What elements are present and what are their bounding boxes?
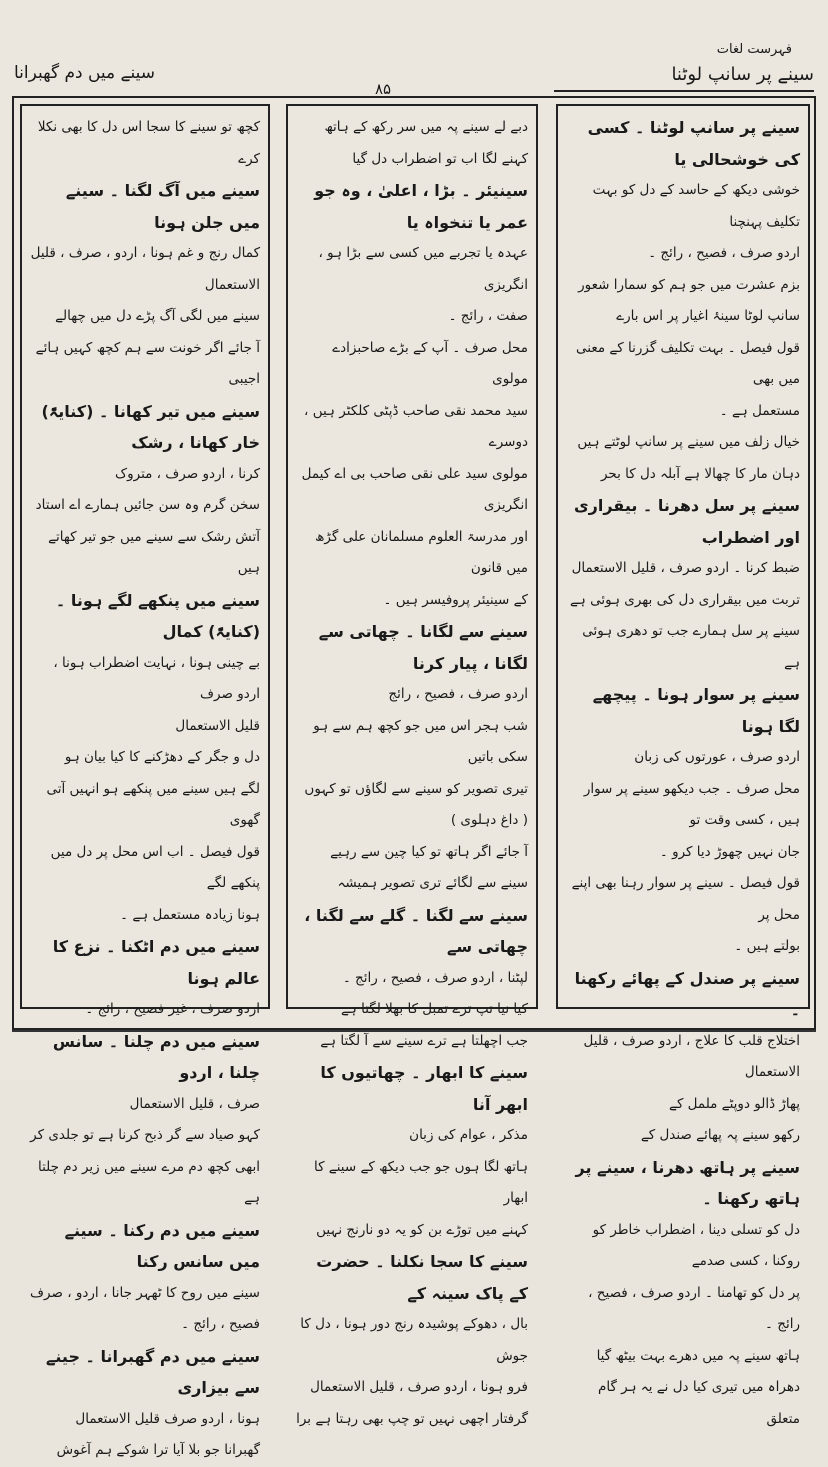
entry-text-line: مولوی سید علی نقی صاحب بی اے کیمل انگریزی: [301, 465, 528, 513]
entry-text-line: فرو ہونا ، اردو صرف ، قلیل الاستعمال: [310, 1379, 528, 1395]
column-right: [556, 104, 810, 1427]
entry-text-line: ضبط کرنا ۔ اردو صرف ، قلیل الاستعمال: [571, 560, 800, 576]
entry-text-line: کے سینیئر پروفیسر ہیں ۔: [383, 591, 528, 608]
running-head-left: سینے میں دم گھبرانا: [14, 63, 156, 83]
entry-headword-line: سینے میں آگ لگنا ۔ سینے میں جلن ہونا: [65, 181, 260, 232]
entry-text-line: ابھی کچھ دم مرے سینے میں زیر دم چلتا ہے: [38, 1158, 260, 1206]
entry-headword-line: سینے کا سجا نکلنا ۔ حضرت کے پاک سینہ کے: [316, 1252, 528, 1303]
entry-text-line: پر دل کو تھامنا ۔ اردو صرف ، فصیح ، رائج ۔: [588, 1284, 800, 1332]
entry-text-line: سانپ لوٹا سینۂ اغیار پر اس بارے: [616, 308, 800, 324]
entry-text-line: بولتے ہیں ۔: [734, 938, 800, 954]
entry-text-line: جب اچھلتا ہے ترے سینے سے آ لگتا ہے: [320, 1032, 528, 1049]
entry-text-line: ہاتھ سینے پہ میں دھرے بہت بیٹھ گیا: [596, 1347, 800, 1364]
entry-text-line: مستعمل ہے ۔: [719, 402, 800, 419]
entry-text-line: فصیح ، رائج ۔: [181, 1316, 260, 1332]
entry-text-line: تربت میں بیقراری دل کی بھری ہوئی ہے: [570, 591, 800, 608]
entry-text-line: آ جائے اگر خونت سے ہم کچھ کہیں ہائے اجیبی: [35, 339, 260, 387]
entry-headword-line: سینے میں تیر کھانا ۔ (کنایۃً) خار کھانا ، رشک: [41, 401, 260, 452]
entry-text-line: خوشی دیکھ کے حاسد کے دل کو بہت تکلیف پہنچنا: [592, 182, 800, 230]
entry-headword-line: سینے سے لگانا ۔ چھاتی سے لگانا ، پیار کرنا: [318, 622, 528, 673]
entry-text-line: سینے میں لگی آگ پڑے دل میں چھالے: [55, 308, 260, 324]
bottom-rule: [12, 1030, 816, 1032]
entry-headword-line: سینے پر سل دھرنا ۔ بیقراری اور اضطراب: [573, 496, 800, 547]
header-top-note: فہرست لغات: [716, 42, 792, 57]
entry-text-line: بزم عشرت میں جو ہم کو سمارا شعور: [578, 276, 800, 293]
entry-text-line: کہو صیاد سے گر ذبح کرنا ہے تو جلدی کر: [30, 1127, 260, 1143]
entry-headword-line: سینے پر صندل کے پھائے رکھنا ۔: [574, 968, 800, 1019]
entry-text-line: بے چینی ہونا ، نہایت اضطراب ہونا ، اردو صرف: [53, 654, 260, 702]
entry-text-line: شب ہجر اس میں جو کچھ ہم سے ہو سکی باتیں: [313, 717, 528, 765]
entry-text-line: ہونا زیادہ مستعمل ہے ۔: [120, 906, 260, 923]
entry-text-line: دل و جگر کے دھڑکنے کا کیا بیان ہو: [64, 749, 260, 765]
entry-text-line: صفت ، رائج ۔: [448, 308, 528, 324]
page-number: ۸۵: [375, 80, 392, 98]
entry-text-line: آتش رشک سے سینے میں جو تیر کھاتے ہیں: [48, 528, 260, 576]
entry-text-line: محل صرف ۔ آپ کے بڑے صاحبزادے مولوی: [332, 339, 528, 387]
entry-text-line: خیال زلف میں سینے پر سانپ لوٹتے ہیں: [577, 434, 800, 450]
entry-headword-line: سینے میں دم گھبرانا ۔ جینے سے بیزاری: [46, 1346, 260, 1397]
entry-text-line: کچھ تو سینے کا سجا اس دل کا بھی نکلا کرے: [37, 119, 260, 167]
entry-text-line: لپٹنا ، اردو صرف ، فصیح ، رائج ۔: [342, 969, 528, 986]
entry-text-line: تیری تصویر کو سینے سے لگاؤں تو کہوں: [304, 780, 528, 797]
entry-text-line: گھبرانا جو بلا آیا ترا شوکے ہم آغوش: [56, 1442, 260, 1458]
entry-text-line: دبے لے سینے پہ میں سر رکھ کے ہاتھ: [324, 119, 528, 135]
entry-text-line: جان نہیں چھوڑ دیا کرو ۔: [659, 843, 800, 860]
entry-text-line: الاستعمال: [204, 276, 260, 293]
entry-headword-line: سینے میں پنکھے لگے ہونا ۔ (کنایۃً) کمال: [55, 590, 260, 641]
entry-headword-line: سینے میں دم رکنا ۔ سینے میں سانس رکنا: [64, 1220, 260, 1271]
entry-text-line: آ جائے اگر ہاتھ تو کیا چین سے رہیے: [330, 843, 528, 860]
entry-text-line: سید محمد نقی صاحب ڈپٹی کلکٹر ہیں ، دوسرے: [304, 402, 528, 450]
entry-text-line: کہنے میں توڑے بن کو یہ دو نارنج نہیں: [316, 1221, 528, 1238]
entry-text-line: قلیل الاستعمال: [175, 717, 260, 734]
entry-headword-line: سینے پر ہاتھ دھرنا ، سینے پر ہاتھ رکھنا ۔: [575, 1157, 800, 1208]
entry-text-line: قول فیصل ۔ بہت تکلیف گزرنا کے معنی میں بھی: [576, 339, 800, 387]
entry-headword-line: سینیئر ۔ بڑا ، اعلیٰ ، وہ جو عمر یا تنخواہ یا: [314, 181, 528, 232]
column-left: [20, 104, 270, 1458]
entry-text-line: لگے ہیں سینے میں پنکھے ہو انہیں آتی گھوی: [46, 780, 260, 828]
entry-text-line: ہونا ، اردو صرف قلیل الاستعمال: [75, 1410, 260, 1427]
entry-text-line: مذکر ، عوام کی زبان: [409, 1127, 528, 1143]
entry-text-line: سینے میں روح کا ٹھہر جانا ، اردو ، صرف: [30, 1284, 260, 1301]
entry-text-line: سینے پر سل ہمارے جب تو دھری ہوئی ہے: [582, 623, 800, 671]
entry-text-line: سخن گرم وہ سن جائیں ہمارے اے استاد: [35, 497, 260, 513]
entry-text-line: الاستعمال: [744, 1064, 800, 1080]
entry-text-line: اختلاج قلب کا علاج ، اردو صرف ، قلیل: [583, 1032, 800, 1049]
entry-text-line: ہاتھ لگا ہوں جو جب دیکھ کے سینے کا ابھار: [313, 1158, 528, 1206]
entry-text-line: اردو صرف ، عورتوں کی زبان: [634, 749, 800, 765]
entry-text-line: دھراہ میں تیری کیا دل نے یہ ہر گام متعلق: [597, 1379, 800, 1427]
entry-text-line: گرفتار اچھی نہیں تو چپ بھی رہتا ہے برا: [296, 1410, 528, 1427]
entry-text-line: محل صرف ۔ جب دیکھو سینے پر سوار ہیں ، کسی وقت تو: [583, 780, 800, 828]
entry-text-line: سینے سے لگائے تری تصویر ہمیشہ: [337, 875, 528, 891]
entry-text-line: عہدہ یا تجربے میں کسی سے بڑا ہو ، انگریزی: [318, 245, 528, 293]
entry-text-line: اردو صرف ، فصیح ، رائج ۔: [648, 245, 800, 261]
entry-text-line: ( داغ دہلوی ): [450, 812, 528, 828]
entry-text-line: بال ، دھوکے پوشیدہ رنج دور ہونا ، دل کا جوش: [300, 1316, 528, 1364]
entry-text-line: دل کو تسلی دینا ، اضطراب خاطر کو روکنا ، کسی صدمے: [592, 1221, 800, 1269]
entry-text-line: دہان مار کا چھالا ہے آبلہ دل کا بحر: [600, 465, 800, 482]
entry-text-line: قول فیصل ۔ اب اس محل پر دل میں پنکھے لگے: [50, 843, 260, 891]
entry-headword-line: سینے کا ابھار ۔ چھاتیوں کا ابھر آنا: [320, 1063, 528, 1114]
entry-text-line: کیا نیا تپ ترے تمبل کا بھلا لگتا ہے: [340, 1001, 528, 1017]
entry-headword-line: سینے پر سانپ لوٹنا ۔ کسی کی خوشحالی یا: [587, 118, 800, 169]
entry-text-line: پھاڑ ڈالو دوپٹے ململ کے: [669, 1095, 800, 1112]
column-middle: [286, 104, 538, 1427]
entry-text-line: اور مدرسۃ العلوم مسلمانان علی گڑھ میں قانون: [314, 528, 528, 576]
entry-headword-line: سینے میں دم چلنا ۔ سانس چلنا ، اردو: [52, 1031, 260, 1082]
entry-headword-line: سینے پر سوار ہونا ۔ پیچھے لگا ہونا: [592, 685, 800, 736]
entry-text-line: رکھو سینے پہ پھائے صندل کے: [640, 1127, 800, 1143]
entry-text-line: کرنا ، اردو صرف ، متروک: [115, 465, 260, 482]
entry-text-line: قول فیصل ۔ سینے پر سوار رہنا بھی اپنے محل پر: [571, 875, 800, 923]
entry-headword-line: سینے سے لگنا ۔ گلے سے لگنا ، چھاتی سے: [304, 905, 528, 956]
entry-text-line: کہنے لگا اب تو اضطراب دل گیا: [352, 150, 528, 167]
entry-text-line: اردو صرف ، فصیح ، رائج: [388, 686, 528, 702]
entry-text-line: کمال رنج و غم ہونا ، اردو ، صرف ، قلیل: [30, 245, 260, 261]
entry-text-line: صرف ، قلیل الاستعمال: [129, 1095, 260, 1112]
running-head-right: سینے پر سانپ لوٹنا: [554, 64, 814, 92]
entry-headword-line: سینے میں دم اٹکنا ۔ نزع کا عالم ہونا: [52, 937, 260, 988]
entry-text-line: اردو صرف ، غیر فصیح ، رائج ۔: [85, 1001, 260, 1017]
